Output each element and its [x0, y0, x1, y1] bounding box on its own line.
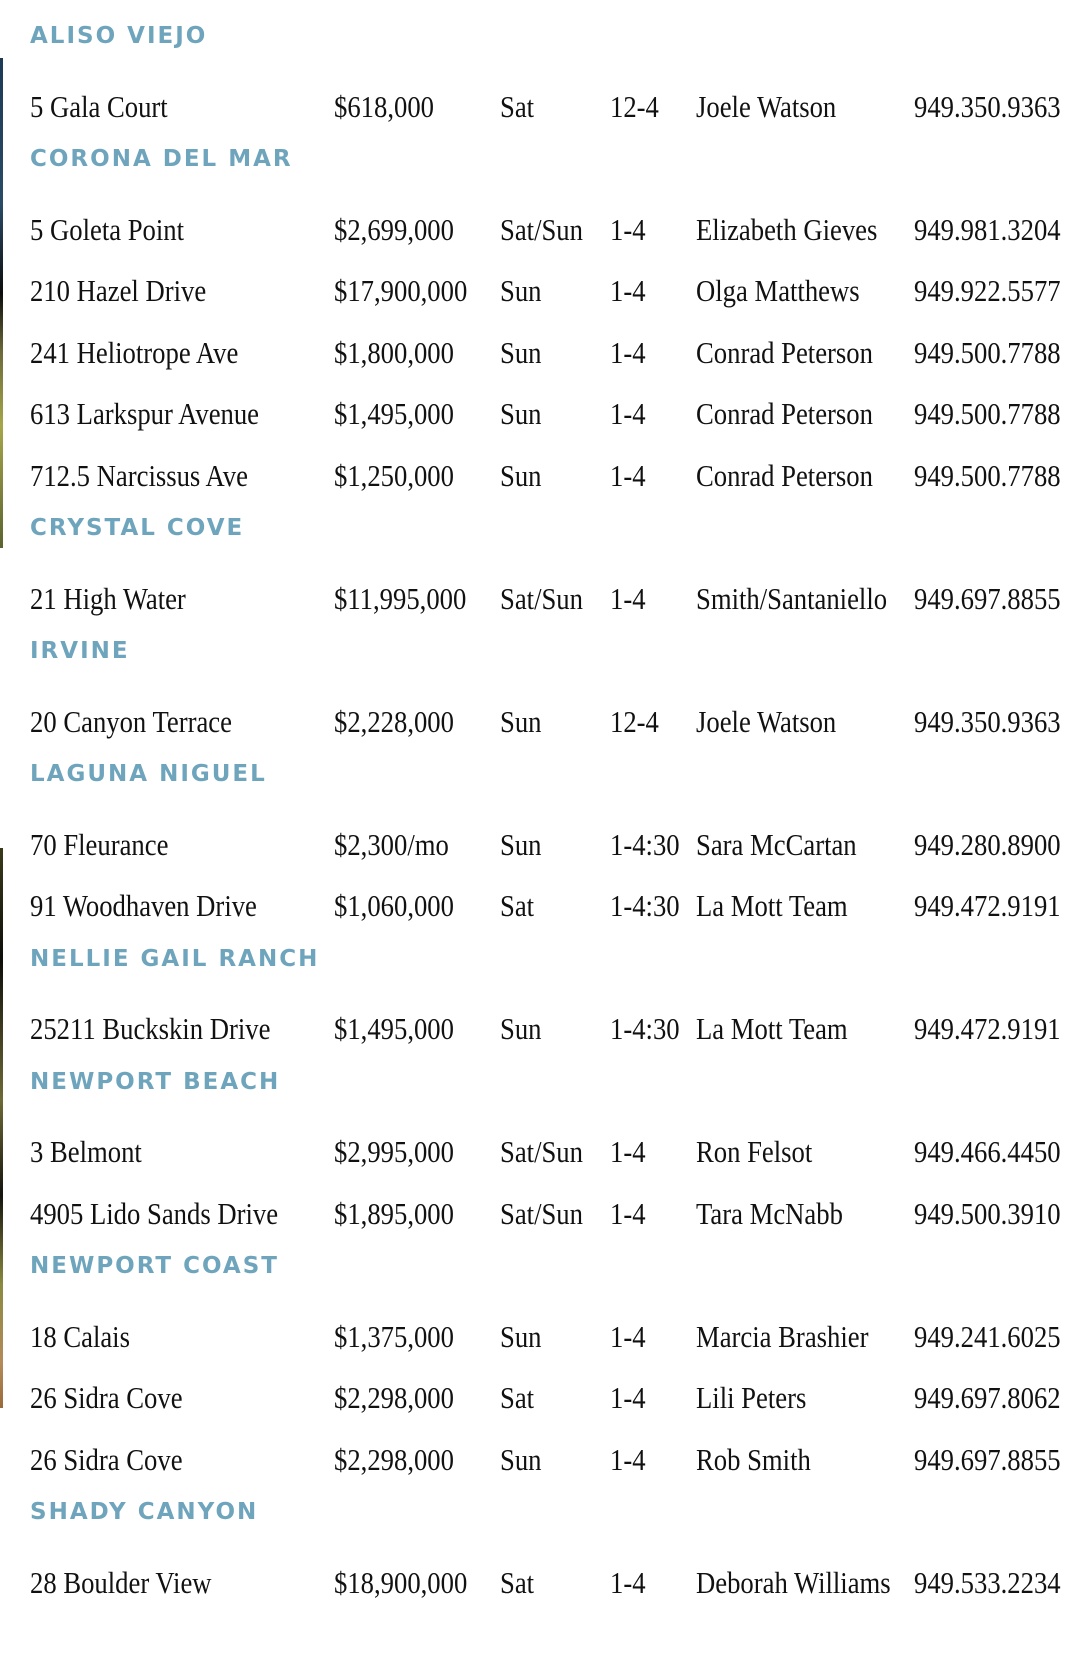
- price: $1,800,000: [334, 334, 454, 370]
- open-time: 1-4: [610, 1318, 646, 1354]
- price: $1,375,000: [334, 1318, 454, 1354]
- open-day: Sun: [500, 1318, 542, 1354]
- listing-row: [30, 1306, 1092, 1368]
- agent-name: Lili Peters: [696, 1380, 807, 1415]
- agent-name: Rob Smith: [696, 1441, 811, 1477]
- price: $2,298,000: [334, 1380, 454, 1415]
- listing-row: [30, 875, 1092, 937]
- area-heading: NEWPORT BEACH: [30, 1068, 281, 1095]
- listing-row: [30, 998, 1092, 1060]
- area-heading: LAGUNA NIGUEL: [30, 761, 267, 787]
- price: $1,495,000: [334, 1011, 454, 1046]
- agent-phone: 949.500.7788: [914, 334, 1061, 370]
- listing-row: [30, 1552, 1092, 1614]
- open-day: Sun: [500, 396, 542, 431]
- address: 210 Hazel Drive: [30, 273, 207, 308]
- open-day: Sat/Sun: [500, 580, 583, 616]
- open-day: Sun: [500, 334, 542, 370]
- agent-name: Conrad Peterson: [696, 334, 873, 370]
- price: $1,895,000: [334, 1195, 454, 1231]
- photo-edge-strip: [0, 58, 3, 548]
- price: $2,228,000: [334, 703, 454, 739]
- area-heading: ALISO VIEJO: [30, 23, 208, 49]
- agent-name: Joele Watson: [696, 703, 837, 739]
- agent-phone: 949.500.7788: [914, 396, 1061, 431]
- agent-phone: 949.280.8900: [914, 826, 1061, 862]
- price: $17,900,000: [334, 273, 468, 308]
- agent-name: Ron Felsot: [696, 1134, 813, 1169]
- agent-name: Deborah Williams: [696, 1564, 891, 1600]
- price: $1,060,000: [334, 888, 454, 923]
- listing-row: [30, 1367, 1092, 1429]
- agent-name: La Mott Team: [696, 1011, 848, 1046]
- listing-row: [30, 568, 1092, 630]
- open-time: 1-4:30: [610, 888, 680, 923]
- area-heading: IRVINE: [30, 638, 130, 664]
- open-day: Sat: [500, 1564, 535, 1600]
- address: 70 Fleurance: [30, 826, 169, 862]
- open-day: Sun: [500, 703, 542, 739]
- open-time: 1-4: [610, 1195, 646, 1231]
- open-day: Sun: [500, 1011, 542, 1046]
- agent-name: Elizabeth Gieves: [696, 211, 878, 247]
- open-day: Sun: [500, 1441, 542, 1477]
- agent-name: Marcia Brashier: [696, 1318, 869, 1354]
- agent-phone: 949.350.9363: [914, 88, 1061, 124]
- price: $18,900,000: [334, 1564, 468, 1600]
- address: 4905 Lido Sands Drive: [30, 1195, 279, 1231]
- agent-phone: 949.241.6025: [914, 1318, 1061, 1354]
- open-time: 1-4: [610, 580, 646, 616]
- agent-phone: 949.533.2234: [914, 1564, 1061, 1600]
- open-day: Sun: [500, 273, 542, 308]
- listing-row: [30, 260, 1092, 322]
- agent-phone: 949.922.5577: [914, 273, 1061, 308]
- price: $1,495,000: [334, 396, 454, 431]
- agent-phone: 949.472.9191: [914, 888, 1061, 923]
- agent-name: Sara McCartan: [696, 826, 857, 862]
- agent-phone: 949.350.9363: [914, 703, 1061, 739]
- agent-phone: 949.981.3204: [914, 211, 1061, 247]
- open-time: 1-4: [610, 1441, 646, 1477]
- agent-phone: 949.697.8855: [914, 1441, 1061, 1477]
- listing-row: [30, 1183, 1092, 1245]
- price: $2,699,000: [334, 211, 454, 247]
- price: $618,000: [334, 88, 434, 124]
- open-time: 1-4: [610, 457, 646, 493]
- open-time: 1-4:30: [610, 826, 680, 862]
- agent-phone: 949.466.4450: [914, 1134, 1061, 1169]
- open-time: 12-4: [610, 703, 659, 739]
- listing-row: [30, 445, 1092, 507]
- area-heading: NEWPORT COAST: [30, 1253, 279, 1279]
- address: 18 Calais: [30, 1318, 130, 1354]
- agent-name: Olga Matthews: [696, 273, 860, 308]
- listing-row: [30, 76, 1092, 138]
- listing-row: [30, 814, 1092, 876]
- agent-phone: 949.500.3910: [914, 1195, 1061, 1231]
- address: 91 Woodhaven Drive: [30, 888, 257, 923]
- address: 25211 Buckskin Drive: [30, 1011, 271, 1046]
- area-heading: NELLIE GAIL RANCH: [30, 945, 320, 972]
- address: 613 Larkspur Avenue: [30, 396, 260, 431]
- listing-row: [30, 383, 1092, 445]
- open-time: 1-4: [610, 273, 646, 308]
- area-heading: SHADY CANYON: [30, 1499, 259, 1525]
- listing-row: [30, 691, 1092, 753]
- address: 26 Sidra Cove: [30, 1441, 183, 1477]
- open-day: Sun: [500, 457, 542, 493]
- agent-phone: 949.697.8855: [914, 580, 1061, 616]
- open-day: Sat: [500, 88, 535, 124]
- agent-name: Smith/Santaniello: [696, 580, 888, 616]
- address: 28 Boulder View: [30, 1564, 212, 1600]
- price: $1,250,000: [334, 457, 454, 493]
- open-time: 1-4: [610, 1564, 646, 1600]
- open-time: 1-4: [610, 334, 646, 370]
- address: 5 Goleta Point: [30, 211, 185, 247]
- area-heading: CORONA DEL MAR: [30, 146, 293, 172]
- open-day: Sat: [500, 1380, 535, 1415]
- area-heading: CRYSTAL COVE: [30, 515, 245, 541]
- open-time: 1-4: [610, 211, 646, 247]
- address: 20 Canyon Terrace: [30, 703, 232, 739]
- open-time: 1-4:30: [610, 1011, 680, 1046]
- photo-edge-strip: [0, 848, 3, 1408]
- address: 21 High Water: [30, 580, 186, 616]
- agent-name: La Mott Team: [696, 888, 848, 923]
- listing-row: [30, 199, 1092, 261]
- open-day: Sat/Sun: [500, 1195, 583, 1231]
- price: $2,300/mo: [334, 826, 449, 862]
- open-day: Sat/Sun: [500, 1134, 583, 1169]
- address: 241 Heliotrope Ave: [30, 334, 239, 370]
- agent-phone: 949.697.8062: [914, 1380, 1061, 1415]
- agent-name: Conrad Peterson: [696, 457, 873, 493]
- address: 26 Sidra Cove: [30, 1380, 183, 1415]
- open-day: Sat: [500, 888, 535, 923]
- price: $2,298,000: [334, 1441, 454, 1477]
- listing-row: [30, 322, 1092, 384]
- listing-row: [30, 1429, 1092, 1491]
- agent-name: Tara McNabb: [696, 1195, 843, 1231]
- address: 5 Gala Court: [30, 88, 168, 124]
- address: 3 Belmont: [30, 1134, 142, 1169]
- price: $2,995,000: [334, 1134, 454, 1169]
- agent-phone: 949.500.7788: [914, 457, 1061, 493]
- agent-phone: 949.472.9191: [914, 1011, 1061, 1046]
- open-day: Sun: [500, 826, 542, 862]
- open-time: 1-4: [610, 396, 646, 431]
- open-time: 12-4: [610, 88, 659, 124]
- open-house-listing: [30, 14, 1092, 1613]
- price: $11,995,000: [334, 580, 467, 616]
- agent-name: Conrad Peterson: [696, 396, 873, 431]
- agent-name: Joele Watson: [696, 88, 837, 124]
- open-time: 1-4: [610, 1380, 646, 1415]
- listing-row: [30, 1121, 1092, 1183]
- open-day: Sat/Sun: [500, 211, 583, 247]
- address: 712.5 Narcissus Ave: [30, 457, 248, 493]
- open-time: 1-4: [610, 1134, 646, 1169]
